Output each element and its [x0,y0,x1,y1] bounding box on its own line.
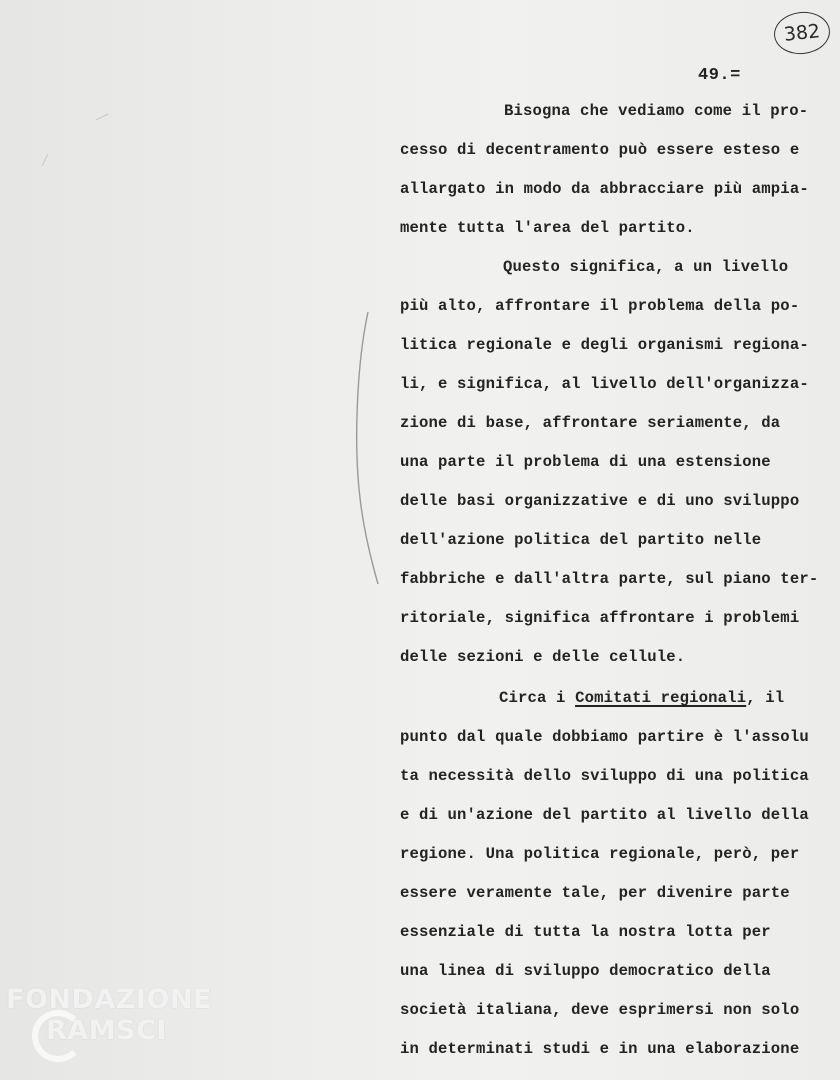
archive-number-stamp [772,9,832,57]
text-line [499,689,784,707]
text-line: essere veramente tale, per divenire parte [400,884,790,902]
paper-speck [94,108,114,128]
watermark-g-ring [32,1010,84,1062]
paper-speck [40,150,60,170]
text-line: Questo significa, a un livello [503,258,789,276]
text-line: litica regionale e degli organismi regiona- [400,336,809,354]
text-line: in determinati studi e in una elaborazione [400,1040,800,1058]
text-line: li, e significa, al livello dell'organizza- [400,375,809,393]
foundation-watermark-logo [6,986,212,1044]
text-line: mente tutta l'area del partito. [400,219,695,237]
text-line: Bisogna che vediamo come il pro- [504,102,809,120]
text-line: cesso di decentramento può essere esteso e [400,141,800,159]
text-line: fabbriche e dall'altra parte, sul piano ter- [400,570,819,588]
page-number: 49.= [698,66,741,85]
archive-number: 382 [782,20,822,46]
text-line: più alto, affrontare il problema della po- [400,297,800,315]
text-segment: Circa i [499,689,576,707]
text-line: una linea di sviluppo democratico della [400,962,771,980]
text-line: punto dal quale dobbiamo partire è l'assolu [400,728,809,746]
text-line: ta necessità dello sviluppo di una politica [400,767,809,785]
text-line: essenziale di tutta la nostra lotta per [400,923,771,941]
margin-bracket-mark [352,308,382,588]
text-line: delle basi organizzative e di uno sviluppo [400,492,800,510]
text-line: delle sezioni e delle cellule. [400,648,686,666]
watermark-line-2: RAMSCI [46,1015,167,1046]
text-line: una parte il problema di una estensione [400,453,771,471]
text-segment: , il [746,689,785,707]
underlined-heading: Comitati regionali [575,689,747,707]
text-line: società italiana, deve esprimersi non solo [400,1001,800,1019]
text-line: e di un'azione del partito al livello della [400,806,809,824]
text-line: ritoriale, significa affrontare i problemi [400,609,800,627]
text-line: zione di base, affrontare seriamente, da [400,414,781,432]
text-line: allargato in modo da abbracciare più ampia- [400,180,809,198]
watermark-line-1: FONDAZIONE [6,984,212,1015]
text-line: dell'azione politica del partito nelle [400,531,762,549]
text-line: regione. Una politica regionale, però, per [400,845,800,863]
